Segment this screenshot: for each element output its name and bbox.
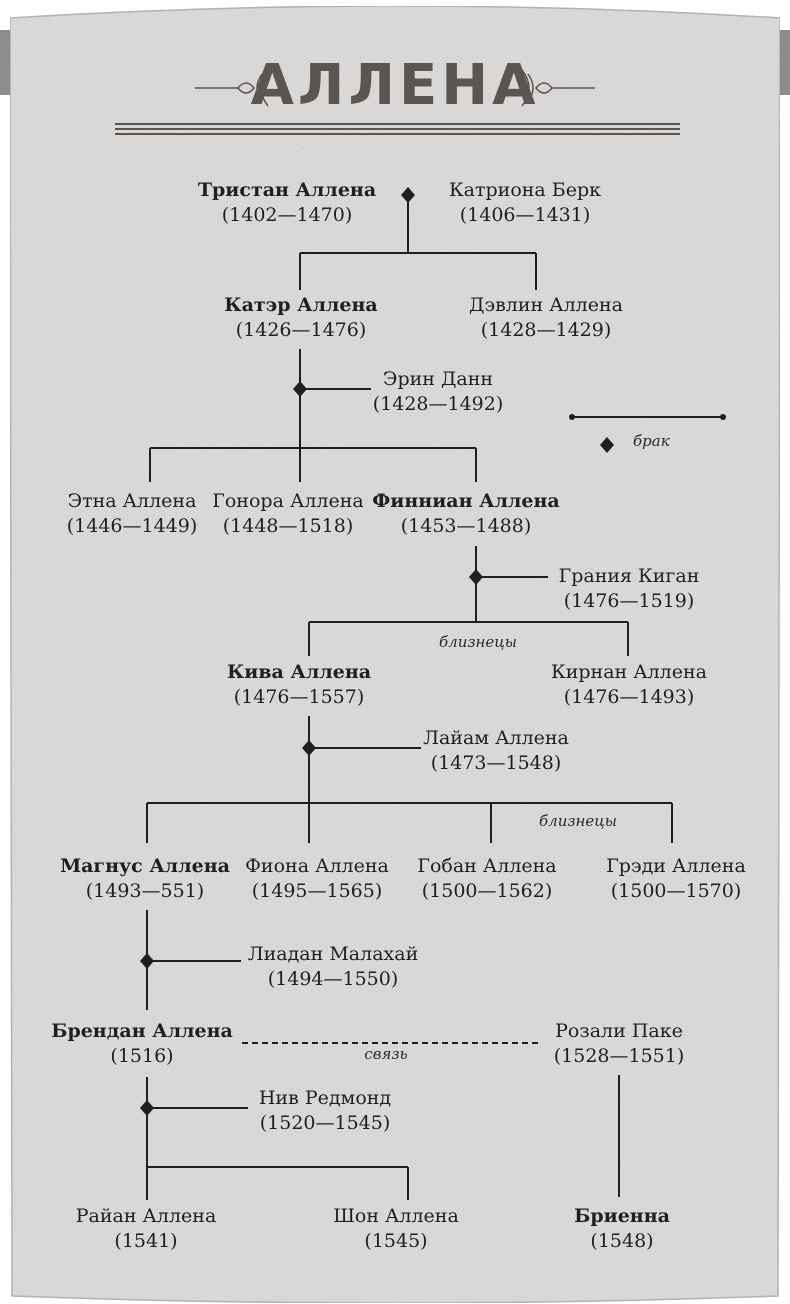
person-dates-fiona: (1495—1565) xyxy=(251,880,383,902)
person-name-grania: Грания Киган xyxy=(558,565,700,587)
person-dates-grania: (1476—1519) xyxy=(563,590,695,612)
person-dates-rayan: (1541) xyxy=(114,1230,178,1252)
person-name-rozali: Розали Паке xyxy=(555,1020,683,1042)
person-name-finnian: Финниан Аллена xyxy=(372,490,560,512)
person-name-liadan: Лиадан Малахай xyxy=(247,943,419,965)
person-name-etna: Этна Аллена xyxy=(67,490,197,512)
person-dates-gredi: (1500—1570) xyxy=(610,880,742,902)
person-dates-gonora: (1448—1518) xyxy=(222,515,354,537)
person-name-brienna: Бриенна xyxy=(574,1205,670,1227)
person-dates-liadan: (1494—1550) xyxy=(267,968,399,990)
person-name-niv: Нив Редмонд xyxy=(258,1087,392,1109)
person-name-tristan: Тристан Аллена xyxy=(197,179,377,201)
person-dates-kater: (1426—1476) xyxy=(235,319,367,341)
person-dates-magnus: (1493—551) xyxy=(85,880,205,902)
person-name-erin: Эрин Данн xyxy=(382,368,494,390)
person-dates-liam: (1473—1548) xyxy=(430,752,562,774)
person-dates-kirnan: (1476—1493) xyxy=(563,686,695,708)
person-dates-rozali: (1528—1551) xyxy=(553,1045,685,1067)
person-name-liam: Лайам Аллена xyxy=(423,727,569,749)
legend-line-dot-2 xyxy=(720,414,726,420)
person-dates-devlin: (1428—1429) xyxy=(480,319,612,341)
person-name-gonora: Гонора Аллена xyxy=(212,490,364,512)
person-dates-goban: (1500—1562) xyxy=(421,880,553,902)
page-title: АЛЛЕНА xyxy=(250,53,540,118)
person-dates-erin: (1428—1492) xyxy=(372,393,504,415)
person-name-goban: Гобан Аллена xyxy=(417,855,557,877)
person-name-kater: Катэр Аллена xyxy=(224,294,378,316)
person-name-fiona: Фиона Аллена xyxy=(245,855,389,877)
person-name-devlin: Дэвлин Аллена xyxy=(469,294,623,316)
legend-line-dot-1 xyxy=(569,414,575,420)
person-name-gredi: Грэди Аллена xyxy=(606,855,746,877)
person-name-katriona: Катриона Берк xyxy=(448,179,602,201)
person-name-magnus: Магнус Аллена xyxy=(60,855,230,877)
note-twins2: близнецы xyxy=(539,812,617,830)
person-dates-kiva: (1476—1557) xyxy=(233,686,365,708)
person-name-kiva: Кива Аллена xyxy=(226,661,372,683)
person-dates-finnian: (1453—1488) xyxy=(400,515,532,537)
person-name-brendan: Брендан Аллена xyxy=(51,1020,233,1042)
person-dates-etna: (1446—1449) xyxy=(66,515,198,537)
person-name-rayan: Райан Аллена xyxy=(75,1205,217,1227)
person-dates-tristan: (1402—1470) xyxy=(221,204,353,226)
note-twins1: близнецы xyxy=(439,633,517,651)
person-dates-brienna: (1548) xyxy=(590,1230,654,1252)
person-name-shon: Шон Аллена xyxy=(333,1205,459,1227)
person-name-kirnan: Кирнан Аллена xyxy=(551,661,707,683)
note-liaison: связь xyxy=(364,1045,408,1063)
person-dates-shon: (1545) xyxy=(364,1230,428,1252)
person-dates-brendan: (1516) xyxy=(110,1045,174,1067)
person-dates-niv: (1520—1545) xyxy=(259,1112,391,1134)
person-dates-katriona: (1406—1431) xyxy=(459,204,591,226)
legend-marriage-label: брак xyxy=(633,432,670,450)
